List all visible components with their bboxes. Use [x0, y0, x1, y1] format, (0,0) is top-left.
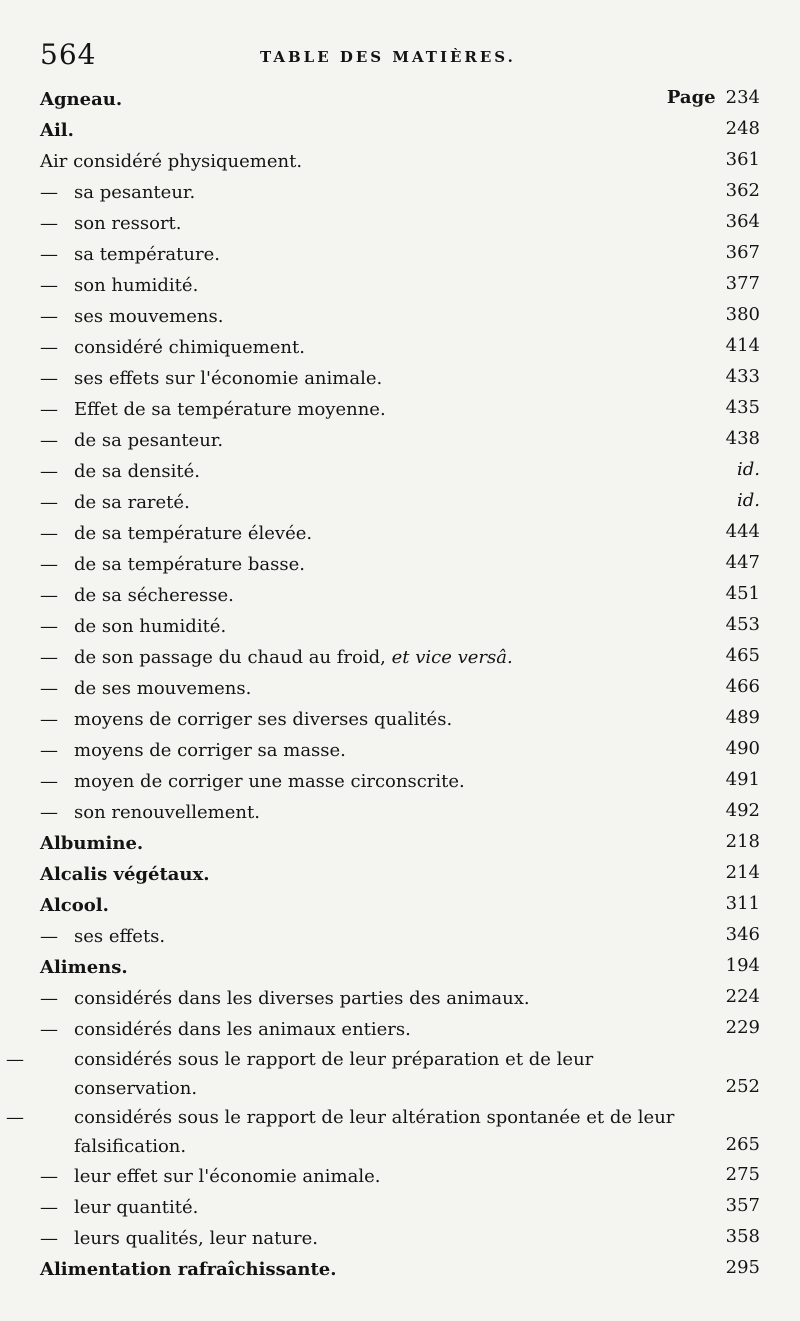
entry-page-number: 362: [725, 180, 760, 201]
entry-page-number: 490: [725, 738, 760, 759]
page-column-label: Page: [666, 87, 716, 108]
entry-text: [40, 828, 695, 859]
entry-dash: —: [40, 1166, 58, 1187]
entry-text: [40, 1014, 695, 1045]
index-entry: [40, 177, 760, 208]
index-entry: [40, 1014, 760, 1045]
entry-text: [40, 456, 695, 487]
index-entry: [40, 239, 760, 270]
entry-text: [40, 115, 695, 146]
entry-dash: —: [40, 306, 58, 327]
entry-dash: —: [40, 1019, 58, 1040]
index-entry: [40, 1254, 760, 1285]
entry-page-number: 361: [725, 149, 760, 170]
entry-page-number: id.: [736, 490, 760, 511]
entry-label: considérés sous le rapport de leur altération spontanée et de leur falsification.: [74, 1107, 675, 1157]
entry-page-number: 433: [725, 366, 760, 387]
entry-label: de sa sécheresse.: [74, 585, 234, 606]
entry-dash: —: [40, 461, 58, 482]
entry-page-number: 346: [725, 924, 760, 945]
entry-dash: —: [40, 988, 58, 1009]
entry-page-number: Page 234: [666, 87, 760, 108]
entry-text: [40, 642, 695, 673]
entry-page-number: 218: [725, 831, 760, 852]
entry-dash: —: [40, 244, 58, 265]
entry-dash: —: [40, 647, 58, 668]
entry-dash: —: [40, 275, 58, 296]
index-entry: [40, 487, 760, 518]
index-entry: [40, 518, 760, 549]
index-entry: [40, 84, 760, 115]
index-entry: [40, 301, 760, 332]
entry-page-number: 194: [725, 955, 760, 976]
entry-page-number: 466: [725, 676, 760, 697]
entry-dash: —: [40, 709, 58, 730]
entry-text: [40, 673, 695, 704]
page-header: [40, 38, 760, 78]
entry-label: de ses mouvemens.: [74, 678, 252, 699]
entry-label: ses effets.: [74, 926, 166, 947]
entry-label: considérés sous le rapport de leur préparation et de leur conservation.: [74, 1049, 594, 1099]
entry-dash: —: [40, 926, 58, 947]
index-entry: [40, 363, 760, 394]
entry-label: moyens de corriger ses diverses qualités.: [74, 709, 453, 730]
entry-text: [40, 1192, 695, 1223]
running-title: TABLE DES MATIÈRES.: [260, 48, 516, 66]
entry-text: [40, 239, 695, 270]
entry-label: de sa densité.: [74, 461, 200, 482]
index-entry: [40, 890, 760, 921]
entry-label: ses effets sur l'économie animale.: [74, 368, 383, 389]
entry-text: [40, 735, 695, 766]
index-entry: [40, 983, 760, 1014]
index-entry: [40, 208, 760, 239]
entry-text: [40, 890, 695, 921]
entry-text: [40, 363, 695, 394]
entry-text: [40, 270, 695, 301]
entry-dash: —: [40, 585, 58, 606]
entry-text: [40, 1223, 695, 1254]
entry-dash: —: [40, 1228, 58, 1249]
entry-dash: —: [40, 678, 58, 699]
entry-page-number: 275: [725, 1164, 760, 1185]
entry-dash: —: [40, 492, 58, 513]
index-entry: [40, 673, 760, 704]
index-entry: [40, 1192, 760, 1223]
entry-text: [40, 332, 695, 363]
entry-label: moyens de corriger sa masse.: [74, 740, 346, 761]
entry-text: [40, 84, 695, 115]
entry-label: Alcool.: [40, 895, 109, 916]
entry-text: [40, 580, 695, 611]
entry-text: [40, 146, 695, 177]
entry-page-number: id.: [736, 459, 760, 480]
index-entry: [40, 549, 760, 580]
index-entry: [40, 828, 760, 859]
entry-page-number: 377: [725, 273, 760, 294]
entry-label: Effet de sa température moyenne.: [74, 399, 386, 420]
entry-text: [40, 921, 695, 952]
entry-page-number: 492: [725, 800, 760, 821]
entry-text: [40, 177, 695, 208]
entry-page-number: 248: [725, 118, 760, 139]
entry-text: [40, 487, 695, 518]
entry-text: [40, 704, 695, 735]
entry-dash: —: [40, 771, 58, 792]
index-entry: [40, 425, 760, 456]
entry-page-number: 358: [725, 1226, 760, 1247]
entry-label: Agneau.: [40, 89, 123, 110]
entry-text: [40, 394, 695, 425]
entry-text: [40, 766, 695, 797]
entry-dash: —: [40, 1197, 58, 1218]
index-entry: [40, 859, 760, 890]
index-entry: [40, 332, 760, 363]
entry-label: considéré chimiquement.: [74, 337, 305, 358]
entry-dash: —: [40, 740, 58, 761]
entry-dash: —: [40, 182, 58, 203]
entry-text: [40, 983, 695, 1014]
entry-page-number: 438: [725, 428, 760, 449]
entry-text: [40, 518, 695, 549]
index-entry: [40, 456, 760, 487]
index-entry: [6, 1103, 760, 1161]
entry-page-number: 489: [725, 707, 760, 728]
index-entry: [40, 394, 760, 425]
entry-text: [40, 301, 695, 332]
entry-label: son ressort.: [74, 213, 182, 234]
entry-text: [40, 797, 695, 828]
entry-page-number: 357: [725, 1195, 760, 1216]
index-entry: [40, 115, 760, 146]
entry-dash: —: [40, 399, 58, 420]
entry-dash: —: [40, 337, 58, 358]
entry-label: de sa température élevée.: [74, 523, 313, 544]
index-entry: [40, 952, 760, 983]
index-entry: [40, 921, 760, 952]
entry-label: leurs qualités, leur nature.: [74, 1228, 318, 1249]
entry-label: ses mouvemens.: [74, 306, 224, 327]
entry-text: [6, 1045, 714, 1103]
entry-text: [40, 1161, 695, 1192]
index-entry: [40, 146, 760, 177]
entry-page-number: 414: [725, 335, 760, 356]
entry-label: sa pesanteur.: [74, 182, 196, 203]
entry-page-number: 295: [725, 1257, 760, 1278]
entry-label: considérés dans les animaux entiers.: [74, 1019, 411, 1040]
index-entries: [6, 84, 760, 1285]
entry-dash: —: [40, 213, 58, 234]
entry-text: [40, 208, 695, 239]
entry-page-number: 311: [725, 893, 760, 914]
entry-label: de son humidité.: [74, 616, 227, 637]
entry-dash: —: [6, 1049, 24, 1070]
index-entry: [40, 735, 760, 766]
entry-page-number: 435: [725, 397, 760, 418]
entry-label: son humidité.: [74, 275, 199, 296]
index-entry: [40, 1223, 760, 1254]
entry-label: moyen de corriger une masse circonscrite.: [74, 771, 465, 792]
index-entry: [40, 270, 760, 301]
entry-label: Air considéré physiquement.: [40, 151, 303, 172]
entry-label: Ail.: [40, 120, 74, 141]
entry-italic-suffix: et vice versâ.: [385, 647, 513, 668]
index-entry: [40, 704, 760, 735]
entry-label: de sa pesanteur.: [74, 430, 224, 451]
entry-page-number: 444: [725, 521, 760, 542]
entry-text: [6, 1103, 714, 1161]
entry-page-number: 224: [725, 986, 760, 1007]
entry-dash: —: [40, 523, 58, 544]
entry-label: son renouvellement.: [74, 802, 260, 823]
entry-text: [40, 859, 695, 890]
entry-dash: —: [40, 554, 58, 575]
entry-dash: —: [40, 802, 58, 823]
entry-text: [40, 549, 695, 580]
entry-label: de son passage du chaud au froid,: [74, 647, 386, 668]
entry-page-number: 265: [725, 1134, 760, 1155]
index-entry: [6, 1045, 760, 1103]
entry-page-number: 451: [725, 583, 760, 604]
entry-page-number: 465: [725, 645, 760, 666]
entry-label: Alcalis végétaux.: [40, 864, 210, 885]
entry-page-number: 214: [725, 862, 760, 883]
index-entry: [40, 580, 760, 611]
entry-label: leur quantité.: [74, 1197, 199, 1218]
entry-page-number: 364: [725, 211, 760, 232]
entry-dash: —: [6, 1107, 24, 1128]
entry-dash: —: [40, 430, 58, 451]
entry-text: [40, 425, 695, 456]
entry-page-number: 453: [725, 614, 760, 635]
entry-page-number: 229: [725, 1017, 760, 1038]
entry-label: Albumine.: [40, 833, 144, 854]
entry-text: [40, 952, 695, 983]
entry-label: leur effet sur l'économie animale.: [74, 1166, 381, 1187]
entry-text: [40, 1254, 695, 1285]
index-entry: [40, 766, 760, 797]
entry-page-number: 367: [725, 242, 760, 263]
index-entry: [40, 611, 760, 642]
page-number: 564: [40, 38, 97, 71]
entry-label: de sa rareté.: [74, 492, 190, 513]
entry-label: Alimentation rafraîchissante.: [40, 1259, 337, 1280]
entry-page-number: 447: [725, 552, 760, 573]
index-entry: [40, 1161, 760, 1192]
entry-label: sa température.: [74, 244, 220, 265]
index-entry: [40, 797, 760, 828]
entry-page-number: 380: [725, 304, 760, 325]
entry-text: [40, 611, 695, 642]
index-entry: [40, 642, 760, 673]
entry-label: considérés dans les diverses parties des animaux.: [74, 988, 530, 1009]
entry-page-number: 252: [725, 1076, 760, 1097]
entry-label: Alimens.: [40, 957, 128, 978]
entry-page-number: 491: [725, 769, 760, 790]
entry-dash: —: [40, 616, 58, 637]
entry-label: de sa température basse.: [74, 554, 305, 575]
entry-dash: —: [40, 368, 58, 389]
